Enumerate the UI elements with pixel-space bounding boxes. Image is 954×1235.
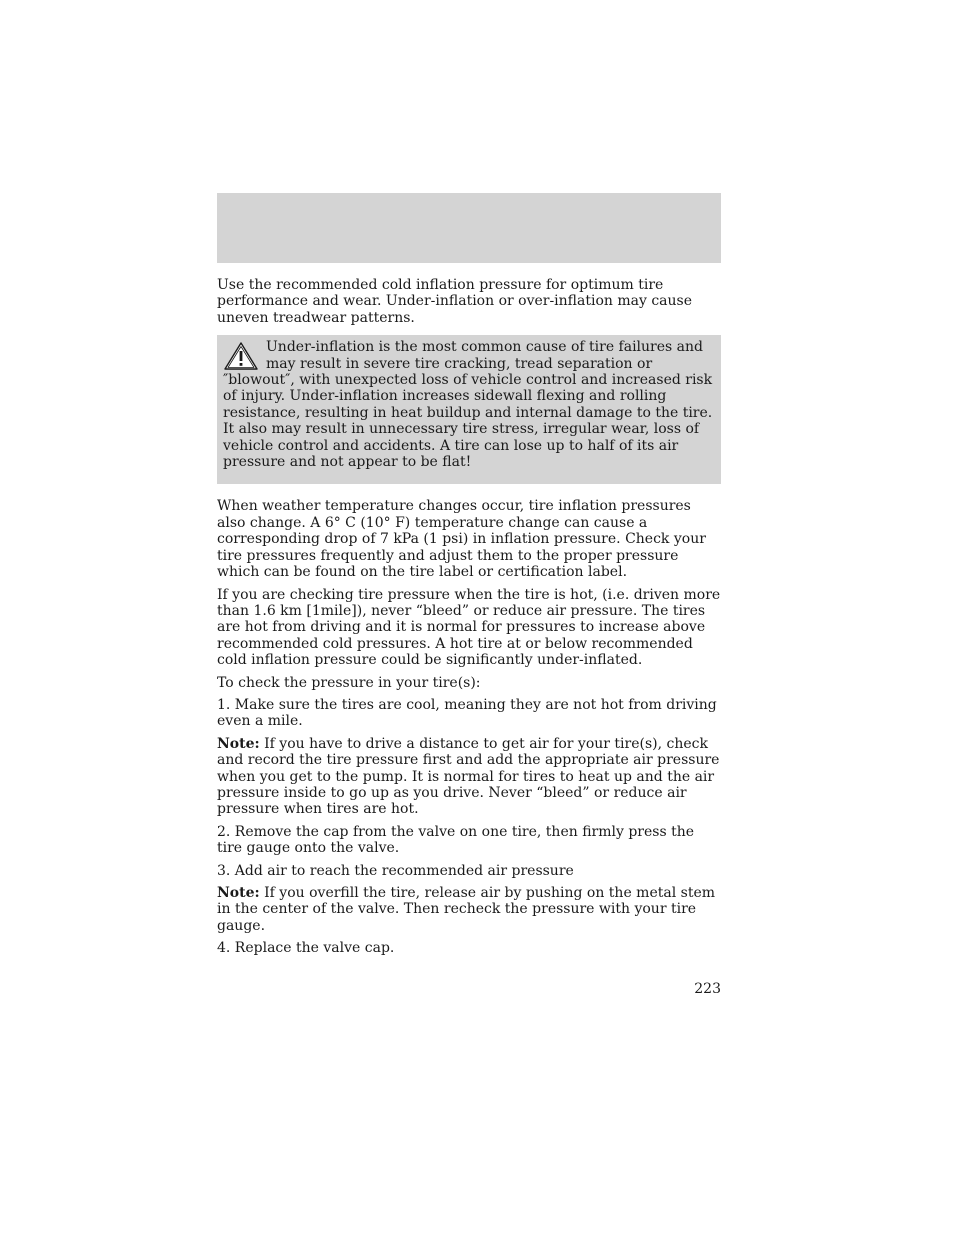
hot-tire-paragraph: If you are checking tire pressure when the tire is hot, (i.e. driven more than 1.6 km [1mile]), never “bleed” or reduce air pressure. The tires are hot from driving and it is normal for pressures to increase above recommended cold pressures. A hot tire at or below recommended cold inflation pressure could be significantly under-inflated. bbox=[217, 586, 721, 669]
warning-text: Under-inflation is the most common cause of tire failures and may result in severe tire cracking, tread separation or ″blowout″, with unexpected loss of vehicle control and increased risk of injury. Under-inflation increases sidewall flexing and rolling resistance, resulting in heat buildup and internal damage to the tire. It also may result in unnecessary tire stress, irregular wear, loss of vehicle control and accidents. A tire can lose up to half of its air pressure and not appear to be flat! bbox=[223, 339, 713, 471]
step-1: 1. Make sure the tires are cool, meaning they are not hot from driving even a mile. bbox=[217, 696, 717, 730]
page-content bbox=[217, 277, 721, 963]
note-2 bbox=[217, 885, 721, 934]
warning-box bbox=[217, 335, 721, 484]
note-2-text: If you overfill the tire, release air by pushing on the metal stem in the center of the valve. Then recheck the pressure with your tire gauge. bbox=[217, 885, 716, 934]
step-3: 3. Add air to reach the recommended air pressure bbox=[217, 862, 574, 879]
intro-paragraph: Use the recommended cold inflation pressure for optimum tire performance and wear. Under-inflation or over-inflation may cause uneven treadwear patterns. bbox=[217, 277, 693, 326]
step-4: 4. Replace the valve cap. bbox=[217, 940, 395, 957]
warning-triangle-icon bbox=[223, 341, 259, 371]
note-1-label: Note: bbox=[217, 735, 260, 752]
check-intro: To check the pressure in your tire(s): bbox=[217, 674, 481, 691]
note-2-label: Note: bbox=[217, 885, 260, 901]
page-number: 223 bbox=[694, 981, 721, 997]
note-1 bbox=[217, 736, 721, 818]
section-header-band bbox=[217, 193, 721, 263]
note-1-text: If you have to drive a distance to get air for your tire(s), check and record the tire pressure first and add the appropriate air pressure when you get to the pump. It is normal for tires to heat up and the air pressure inside to go up as you drive. Never “bleed” or reduce air pressure when tires are hot. bbox=[217, 735, 720, 818]
step-2: 2. Remove the cap from the valve on one tire, then firmly press the tire gauge onto the valve. bbox=[217, 823, 695, 857]
temperature-paragraph: When weather temperature changes occur, tire inflation pressures also change. A 6° C (10° F) temperature change can cause a corresponding drop of 7 kPa (1 psi) in inflation pressure. Check your tire pressures frequently and adjust them to the proper pressure which can be found on the tire label or certification label. bbox=[217, 498, 706, 581]
